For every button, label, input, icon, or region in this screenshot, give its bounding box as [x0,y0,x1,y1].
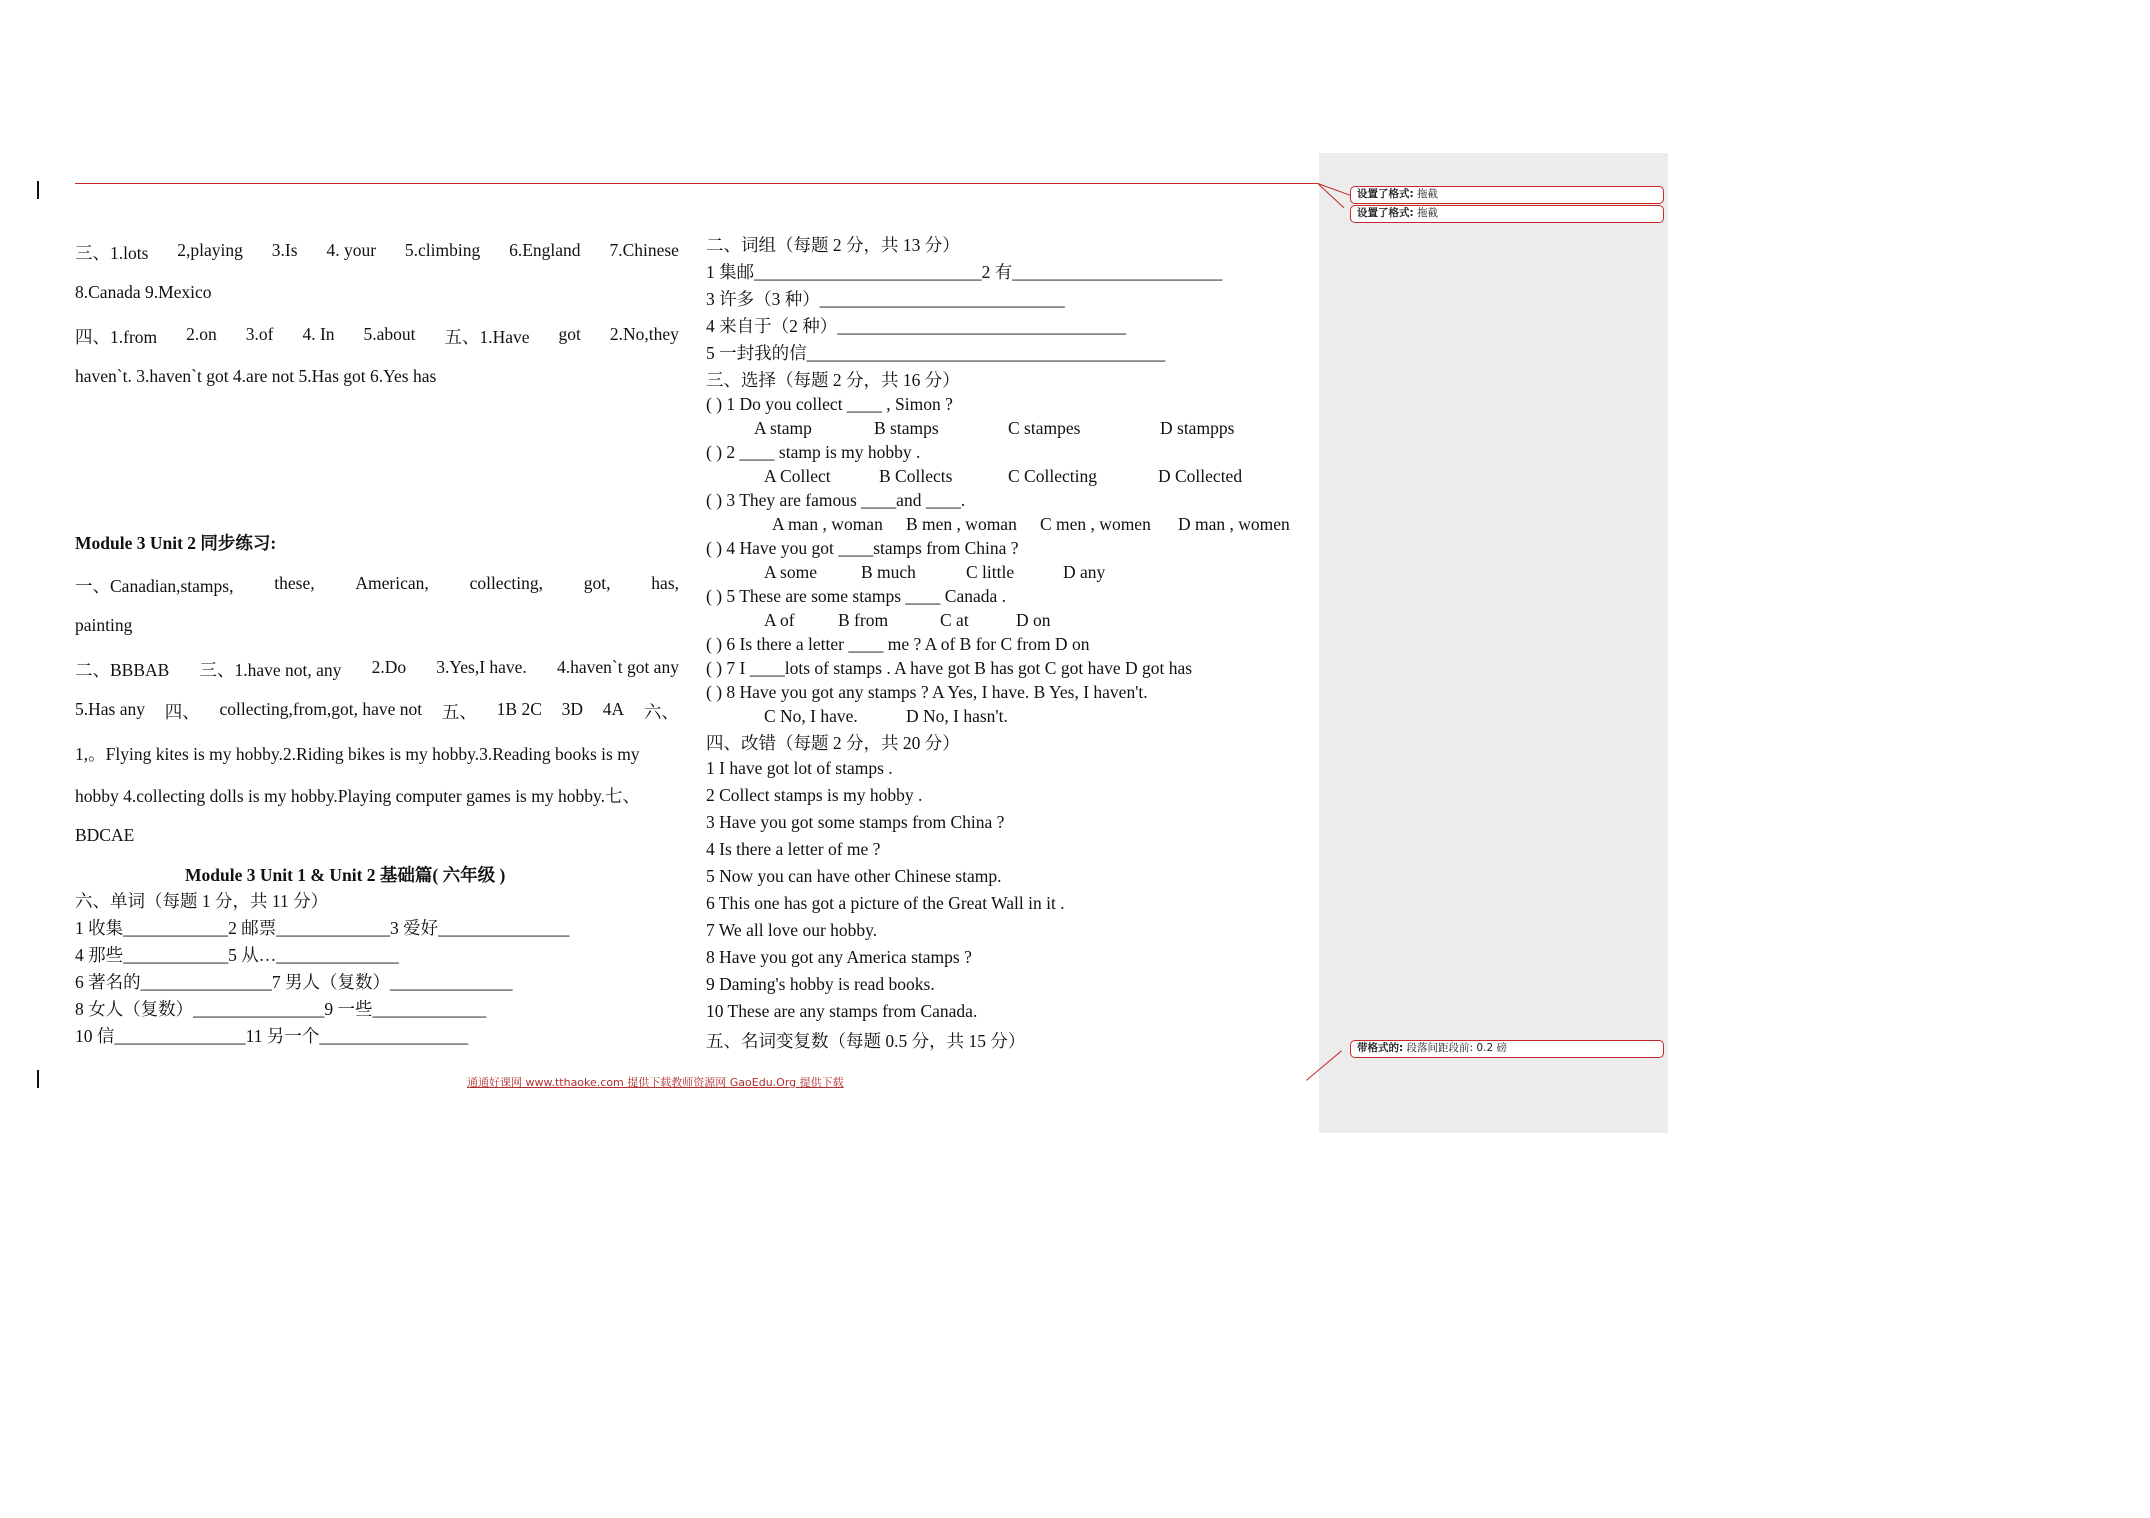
answer-line: 一、Canadian,stamps, these, American, collecting, got, has, [75,573,679,596]
module-heading: Module 3 Unit 2 同步练习: [75,533,277,553]
error-line: 7 We all love our hobby. [706,920,878,940]
error-line: 10 These are any stamps from Canada. [706,1001,978,1021]
answer-line: haven`t. 3.haven`t got 4.are not 5.Has got 6.Yes has [75,366,437,386]
answer-line: 5.Has any 四、 collecting,from,got, have not 五、 1B 2C 3D 4A 六、 [75,699,679,722]
vocab-line: 6 著名的_______________7 男人（复数）______________ [75,972,513,992]
choice-option: D any [1063,562,1106,582]
answer-line: 8.Canada 9.Mexico [75,282,212,302]
choice-option: C little [966,562,1015,582]
text-cursor [37,1070,39,1088]
choice-option: A stamp [754,418,812,438]
choice-option: D man , women [1178,514,1290,534]
answer-line: 三、1.lots 2,playing 3.Is 4. your 5.climbing 6.England 7.Chinese [75,240,679,263]
choice-option: C at [940,610,969,630]
choice-question: ( ) 5 These are some stamps ____ Canada . [706,586,1007,606]
choice-option: C stampes [1008,418,1081,438]
choice-option: D on [1016,610,1051,630]
choice-heading: 三、选择（每题 2 分，共 16 分） [706,370,960,390]
choice-option: D No, I hasn't. [906,706,1008,726]
phrase-line: 4 来自于（2 种）_________________________________ [706,316,1126,336]
choice-option: C Collecting [1008,466,1097,486]
choice-option: A some [764,562,817,582]
error-line: 8 Have you got any America stamps ? [706,947,972,967]
answer-line: 二、BBBAB 三、1.have not, any 2.Do 3.Yes,I have. 4.haven`t got any [75,657,679,680]
choice-option: D stampps [1160,418,1235,438]
choice-question: ( ) 1 Do you collect ____ , Simon ? [706,394,953,414]
choice-option: C No, I have. [764,706,858,726]
error-line: 6 This one has got a picture of the Great Wall in it . [706,893,1065,913]
choice-option: D Collected [1158,466,1243,486]
choice-option: C men , women [1040,514,1151,534]
phrase-heading: 二、词组（每题 2 分，共 13 分） [706,235,960,255]
choice-option: B much [861,562,916,582]
vocab-line: 4 那些____________5 从…______________ [75,945,399,965]
choice-option: A Collect [764,466,831,486]
error-line: 2 Collect stamps is my hobby . [706,785,923,805]
choice-option: B from [838,610,889,630]
plural-heading: 五、名词变复数（每题 0.5 分，共 15 分） [706,1031,1026,1051]
error-line: 4 Is there a letter of me ? [706,839,881,859]
vocab-heading: 六、单词（每题 1 分，共 11 分） [75,891,329,911]
phrase-line: 3 许多（3 种）____________________________ [706,289,1065,309]
choice-option: B men , woman [906,514,1017,534]
phrase-line: 1 集邮__________________________2 有________________________ [706,262,1223,282]
vocab-line: 10 信_______________11 另一个_________________ [75,1026,469,1046]
answer-line: 四、1.from 2.on 3.of 4. In 5.about 五、1.Have got 2.No,they [75,324,679,347]
choice-question: ( ) 3 They are famous ____and ____. [706,490,966,510]
answer-line: 1,。Flying kites is my hobby.2.Riding bikes is my hobby.3.Reading books is my [75,744,640,764]
vocab-line: 8 女人（复数）_______________9 一些_____________ [75,999,487,1019]
format-balloon[interactable]: 设置了格式: 拖截 [1350,186,1664,204]
error-heading: 四、改错（每题 2 分，共 20 分） [706,733,960,753]
vocab-line: 1 收集____________2 邮票_____________3 爱好_______________ [75,918,570,938]
error-line: 5 Now you can have other Chinese stamp. [706,866,1002,886]
choice-option: B stamps [874,418,939,438]
basic-section-title: Module 3 Unit 1 & Unit 2 基础篇( 六年级 ) [185,865,506,885]
track-change-line [75,183,1318,184]
markup-pane [1319,153,1668,1133]
footer-link[interactable]: 通通好课网 www.tthaoke.com 提供下载教师资源网 GaoEdu.Org 提供下载 [467,1076,844,1089]
choice-option: B Collects [879,466,953,486]
error-line: 1 I have got lot of stamps . [706,758,893,778]
choice-question: ( ) 6 Is there a letter ____ me ? A of B for C from D on [706,634,1090,654]
text-cursor [37,181,39,199]
choice-option: A of [764,610,795,630]
answer-line: hobby 4.collecting dolls is my hobby.Playing computer games is my hobby.七、 [75,786,640,806]
answer-line: painting [75,615,133,635]
choice-question: ( ) 8 Have you got any stamps ? A Yes, I have. B Yes, I haven't. [706,682,1148,702]
format-balloon[interactable]: 设置了格式: 拖截 [1350,205,1664,223]
choice-question: ( ) 4 Have you got ____stamps from China ? [706,538,1019,558]
choice-question: ( ) 7 I ____lots of stamps . A have got B has got C got have D got has [706,658,1193,678]
error-line: 9 Daming's hobby is read books. [706,974,935,994]
phrase-line: 5 一封我的信_________________________________________ [706,343,1166,363]
answer-line: BDCAE [75,825,135,845]
choice-question: ( ) 2 ____ stamp is my hobby . [706,442,921,462]
format-balloon[interactable]: 带格式的: 段落间距段前: 0.2 磅 [1350,1040,1664,1058]
choice-option: A man , woman [772,514,883,534]
error-line: 3 Have you got some stamps from China ? [706,812,1005,832]
